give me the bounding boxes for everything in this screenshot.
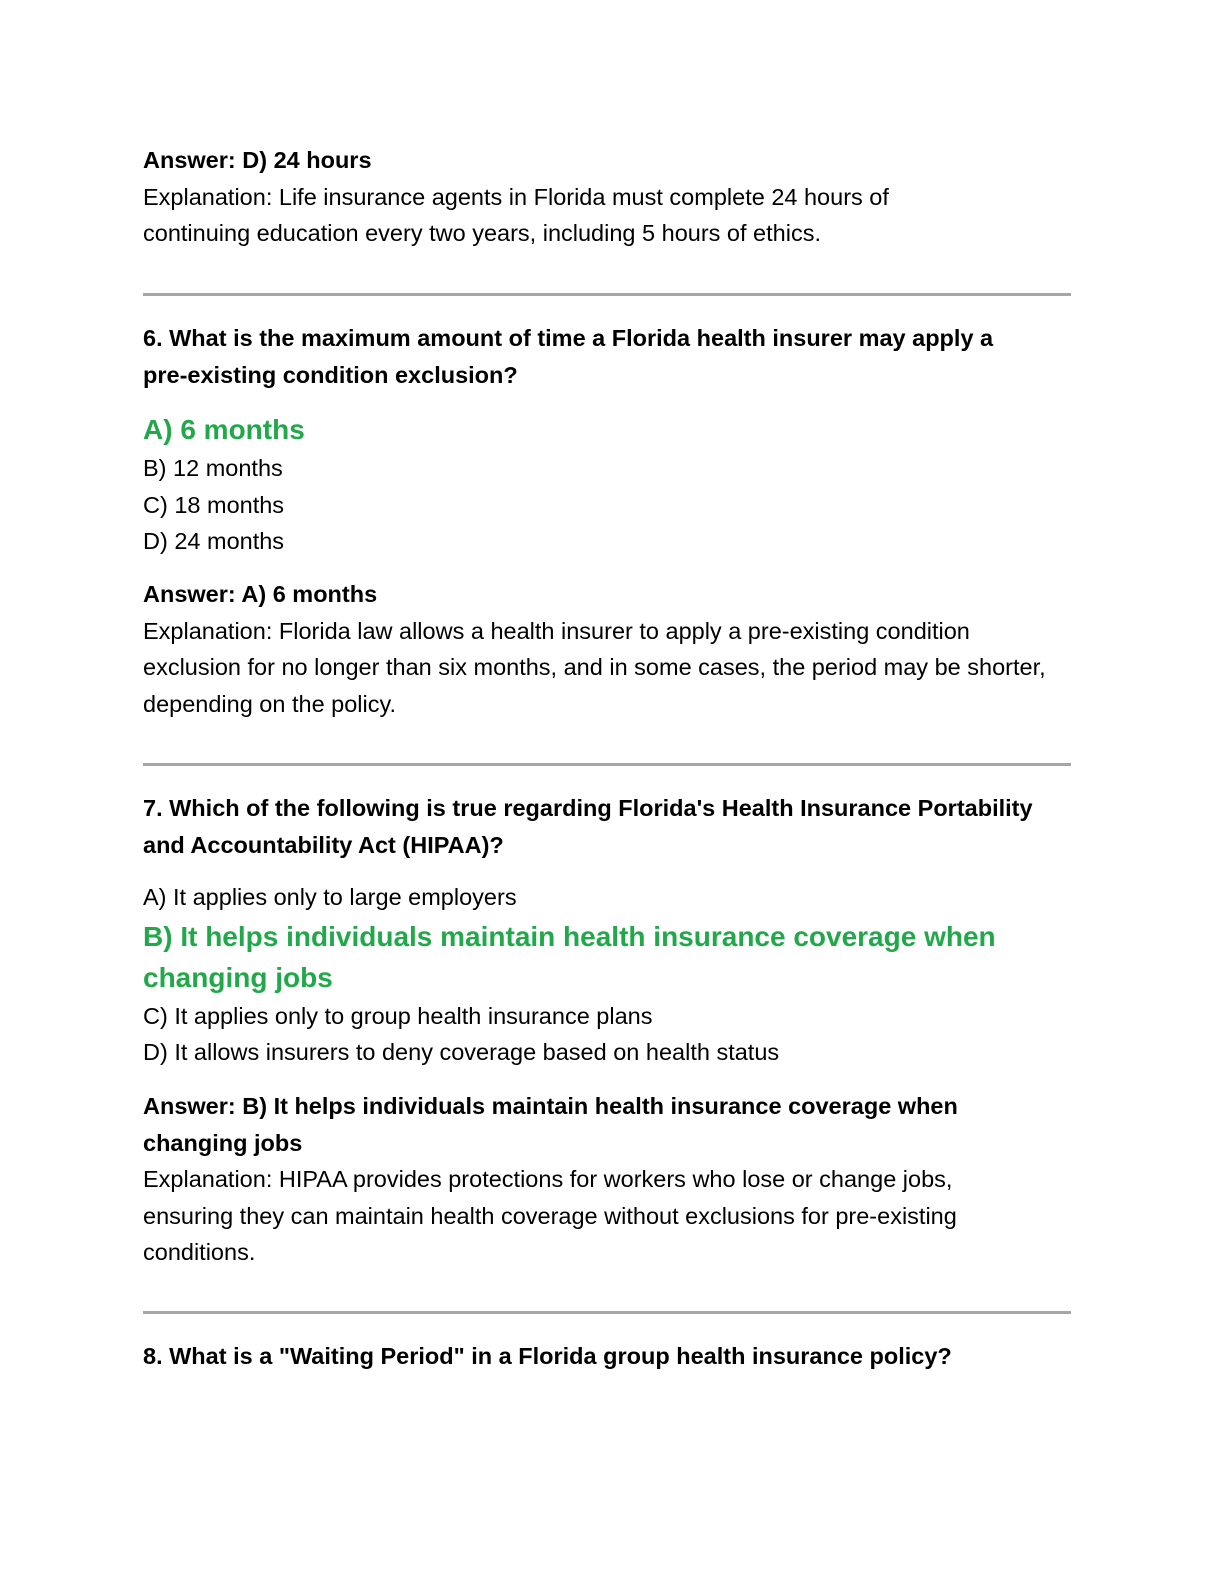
q6-option-d: D) 24 months [143, 528, 285, 554]
q7-options [143, 879, 1073, 1071]
q7-option-d: D) It allows insurers to deny coverage based on health status [143, 1039, 780, 1065]
q6-options [143, 409, 1073, 560]
q7-option-a: A) It applies only to large employers [143, 884, 517, 910]
divider [143, 1311, 1071, 1314]
q7-answer-line-1: Answer: B) It helps individuals maintain health insurance coverage when [143, 1093, 958, 1119]
divider [143, 293, 1071, 296]
q5-answer-block [143, 142, 1073, 252]
q7-answer-line-2: changing jobs [143, 1129, 303, 1156]
q7-option-b-correct-line-1: B) It helps individuals maintain health insurance coverage when [143, 920, 996, 952]
q6-explanation: Explanation: Florida law allows a health insurer to apply a pre-existing condition exclusion for no longer than six months, and in some cases, the period may be shorter, depending on the policy. [143, 617, 1046, 717]
q6-question-line-2: pre-existing condition exclusion? [143, 361, 518, 388]
q7-question-line-2: and Accountability Act (HIPAA)? [143, 831, 504, 858]
q6-question-line-1: 6. What is the maximum amount of time a Florida health insurer may apply a [143, 325, 994, 351]
q7-option-b-correct-line-2: changing jobs [143, 961, 333, 993]
q7-question-line-1: 7. Which of the following is true regarding Florida's Health Insurance Portability [143, 795, 1033, 821]
q7-option-c: C) It applies only to group health insurance plans [143, 1002, 653, 1029]
q7-question [143, 790, 1073, 863]
q6-option-c: C) 18 months [143, 491, 285, 518]
q8-question [143, 1338, 1073, 1375]
q5-answer: Answer: D) 24 hours [143, 147, 372, 173]
q8-question-line-1: 8. What is a "Waiting Period" in a Florida group health insurance policy? [143, 1343, 952, 1369]
q6-answer-block [143, 576, 1073, 722]
divider [143, 763, 1071, 766]
q6-question [143, 320, 1073, 393]
q7-explanation: Explanation: HIPAA provides protections for workers who lose or change jobs, ensuring they can maintain health coverage without exclusions for pre-existing conditions. [143, 1166, 957, 1265]
q5-explanation: Explanation: Life insurance agents in Florida must complete 24 hours of continuing education every two years, including 5 hours of ethics. [143, 183, 889, 246]
q6-option-a-correct: A) 6 months [143, 414, 305, 445]
q7-answer-block [143, 1088, 1073, 1271]
q6-option-b: B) 12 months [143, 455, 283, 481]
q6-answer: Answer: A) 6 months [143, 581, 378, 607]
